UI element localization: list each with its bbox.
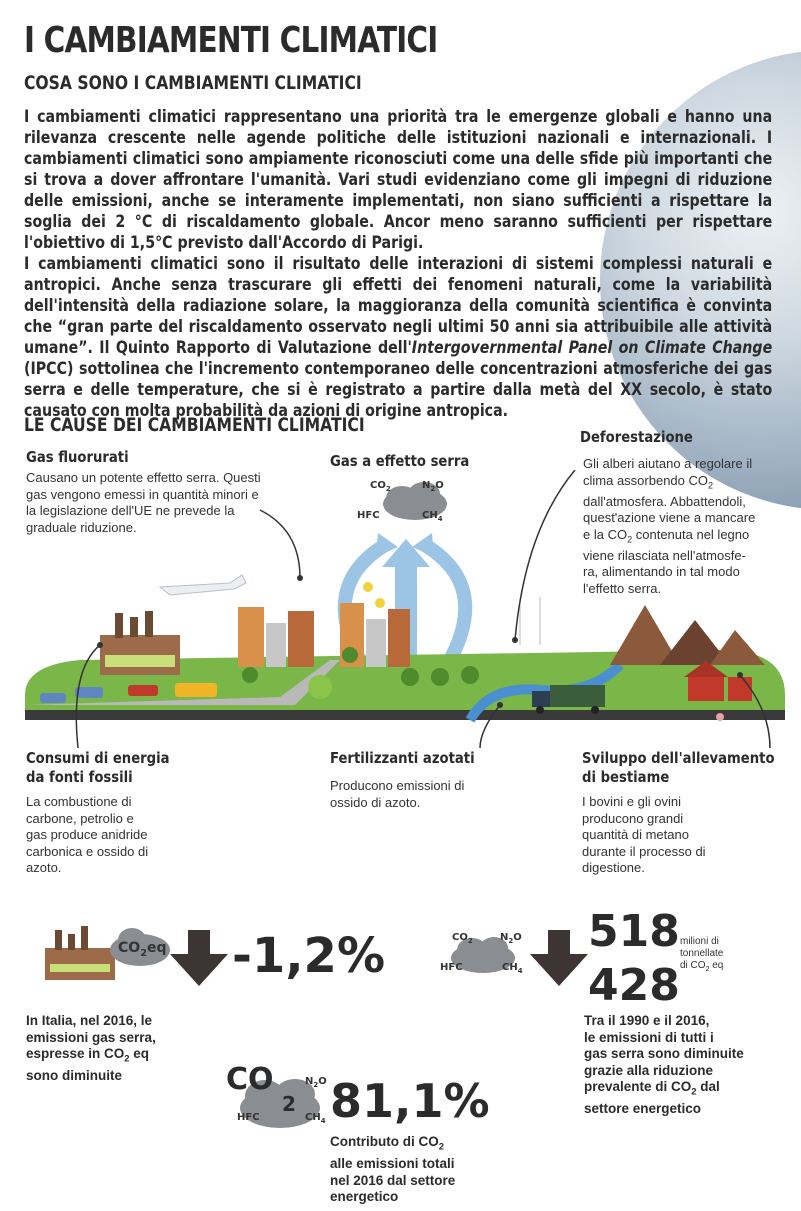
emissions-1990-value: 518 [588,906,680,957]
deforestazione-text: Gli alberi aiutano a regolare il clima assorbendo $CO_2$ dall'atmosfera. Abbattendoli, quest'azione viene a mancare e la $CO_2$ contenuta nel legno viene rilasciata nell'atmosfe- ra, alimentando in tal modo l'effetto serra. [583,456,756,596]
intro-paragraph-1: I cambiamenti climatici rappresentano una priorità tra le emergenze globali e hanno una rilevanza crescente nelle agende politiche delle istituzioni nazionali e internazionali. I cambiamenti climatici sono ampiamente riconosciuti come una delle sfide più importanti che si trova a dover affrontare l'umanità. Vari studi evidenziano come gli impegni di riduzione delle emissioni, anche se interamente implementati, non siano sufficienti a rispettare la soglia dei 2 °C di riscaldamento globale. Ancor meno saranno sufficienti per rispettare l'obiettivo di 1,5°C previsto dall'Accordo di Parigi. [24,107,773,252]
fertilizzanti-heading: Fertilizzanti azotati [330,749,475,767]
fossili-heading: Consumi di energia da fonti fossili [26,749,170,786]
page-title: I CAMBIAMENTI CLIMATICI [24,20,438,61]
section-title-causes: LE CAUSE DEI CAMBIAMENTI CLIMATICI [24,414,365,436]
co2-big-label: CO [226,1062,274,1097]
ch4-label-2: $CH_4$ [502,962,523,975]
hfc-label-3: HFC [237,1112,260,1123]
hfc-label: HFC [357,510,380,521]
emissions-unit: milioni di tonnellate di $CO_2$ eq [680,936,724,973]
intro-paragraph-2: I cambiamenti climatici sono il risultato delle interazioni di sistemi complessi naturali e antropici. Anche senza trascurare gli effetti dei fenomeni naturali, come la variabilità dell'intensità della radiazione solare, la maggioranza della comunità scientifica è convinta che “gran parte del riscaldamento osservato negli ultimi 50 anni sia attribuibile alle attività umane”. Il Quinto Rapporto di Valutazione dell'Intergovernmental Panel on Climate Change (IPCC) sottolinea che l'incremento contemporaneo delle concentrazioni atmosferiche dei gas serra e delle temperature, che si è registrato a partire dalla metà del XX secolo, è stato causato con molta probabilità da azioni di origine antropica. [24,254,773,420]
connector-lines [0,470,801,770]
gas-fluorurati-heading: Gas fluorurati [26,448,129,466]
fertilizzanti-text: Producono emissioni di ossido di azoto. [330,778,465,810]
down-arrow-icon [170,930,228,988]
section-title-what: COSA SONO I CAMBIAMENTI CLIMATICI [24,72,362,94]
deforestazione-heading: Deforestazione [580,428,693,446]
ch4-label-3: $CH_4$ [305,1112,326,1125]
gas-fluorurati-text: Causano un potente effetto serra. Questi gas vengono emessi in quantità minori e la legislazione dell'UE ne prevede la graduale riduzione. [26,470,261,535]
gas-serra-heading: Gas a effetto serra [330,452,470,470]
co2-label: $CO_2$ [370,480,391,493]
italy-stat-text: In Italia, nel 2016, le emissioni gas serra, espresse in $CO_2$ eq sono diminuite [26,1013,156,1084]
energy-share-value: 81,1% [330,1074,490,1128]
co2-label-2: $CO_2$ [452,932,473,945]
energy-share-text: Contributo di $CO_2$ alle emissioni totali nel 2016 dal settore energetico [330,1134,456,1205]
co2-big-sub: 2 [282,1092,296,1116]
ch4-label: $CH_4$ [422,510,443,523]
allevamento-text: I bovini e gli ovini producono grandi quantità di metano durante il processo di digestione. [582,794,706,875]
co2eq-label: $CO_2eq$ [118,940,167,959]
down-arrow-icon-2 [530,930,588,988]
n2o-label-3: $N_2O$ [305,1076,327,1089]
italy-change-value: -1,2% [232,928,386,984]
n2o-label-2: $N_2O$ [500,932,522,945]
trend-stat-text: Tra il 1990 e il 2016, le emissioni di tutti i gas serra sono diminuite grazie alla riduzione prevalente di $CO_2$ dal settore energetico [584,1013,744,1117]
n2o-label: $N_2O$ [422,480,444,493]
emissions-2016-value: 428 [588,960,680,1011]
allevamento-heading: Sviluppo dell'allevamento di bestiame [582,749,775,786]
intro-text [24,106,772,421]
hfc-label-2: HFC [440,962,463,973]
fossili-text: La combustione di carbone, petrolio e gas produce anidride carbonica e ossido di azoto. [26,794,149,875]
